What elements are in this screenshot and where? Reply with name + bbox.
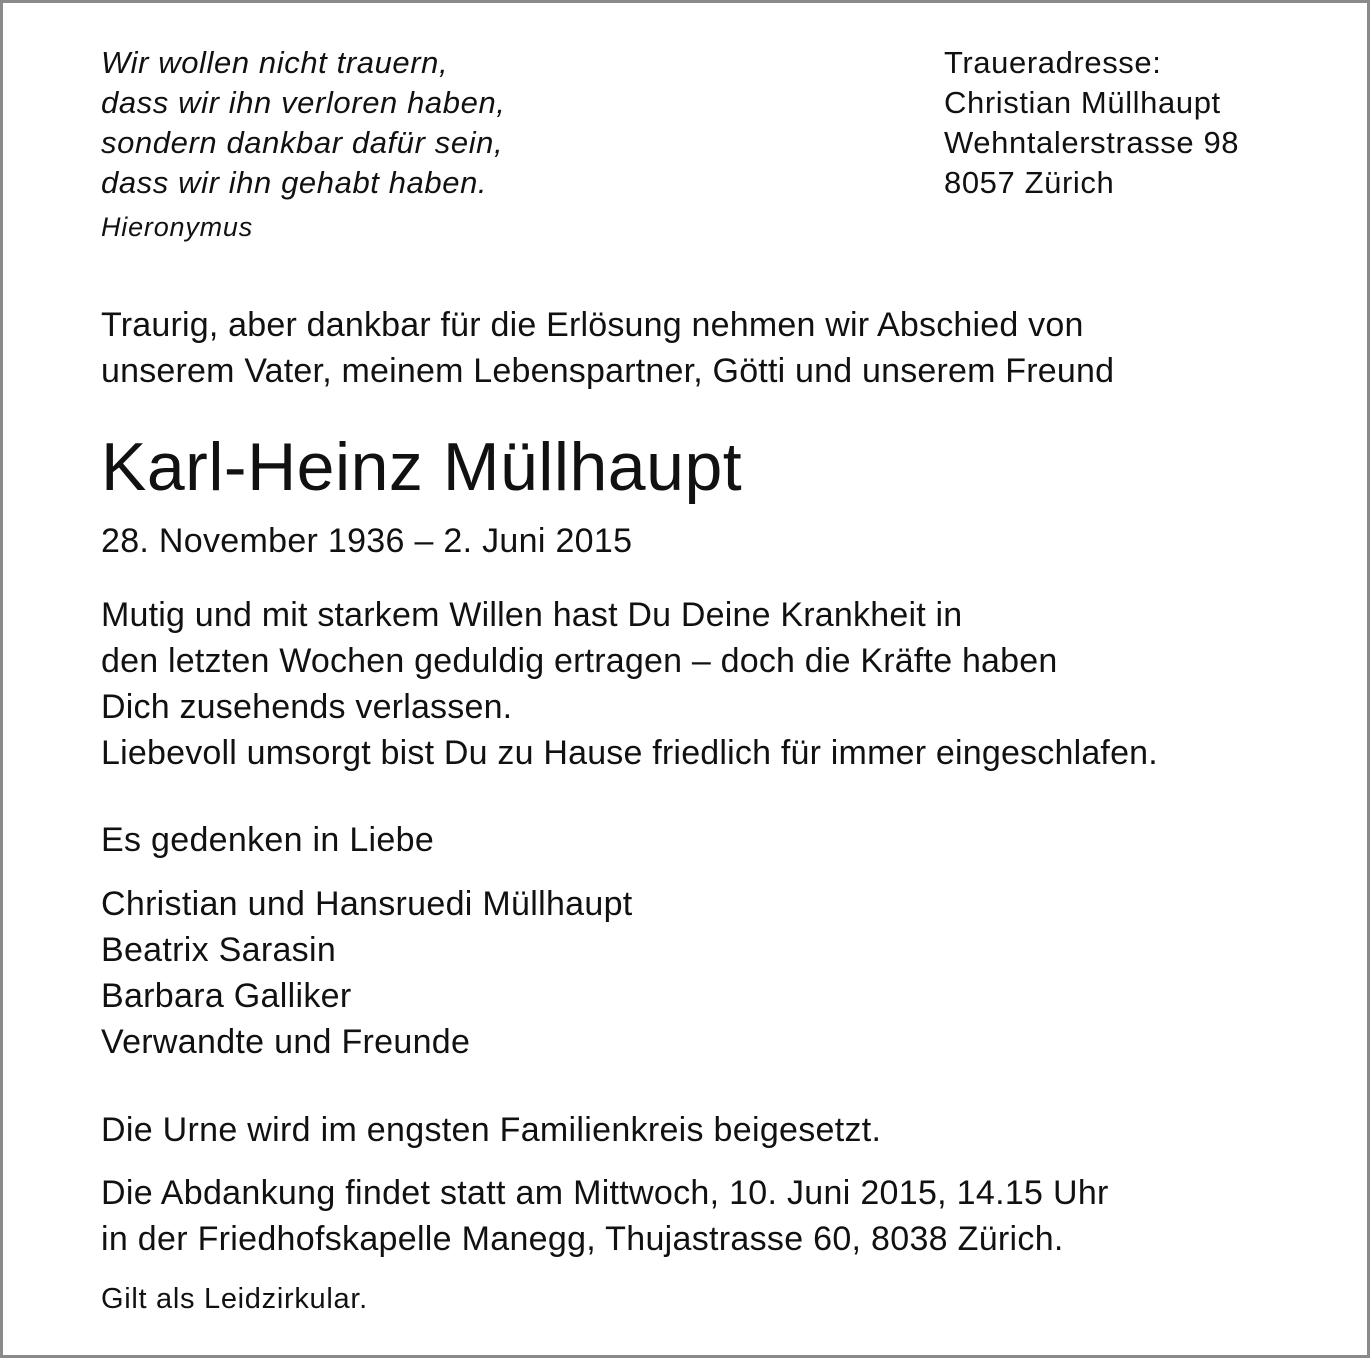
- address-city: 8057 Zürich: [944, 165, 1115, 200]
- mourner-name: Barbara Galliker: [101, 977, 352, 1015]
- address-heading: Traueradresse:: [944, 45, 1162, 80]
- address-street: Wehntalerstrasse 98: [944, 125, 1240, 160]
- life-dates: 28. November 1936 – 2. Juni 2015: [101, 522, 633, 560]
- urn-notice: Die Urne wird im engsten Familienkreis beigesetzt.: [101, 1111, 882, 1149]
- intro-line: unserem Vater, meinem Lebenspartner, Götti und unserem Freund: [101, 352, 1115, 390]
- quote-line: dass wir ihn verloren haben,: [101, 85, 506, 120]
- mourners-list: [101, 881, 633, 1065]
- memorial-message: [101, 592, 1158, 776]
- quote-line: Wir wollen nicht trauern,: [101, 45, 449, 80]
- service-line: in der Friedhofskapelle Manegg, Thujastrasse 60, 8038 Zürich.: [101, 1220, 1064, 1258]
- message-line: den letzten Wochen geduldig ertragen – doch die Kräfte haben: [101, 642, 1058, 680]
- message-line: Liebevoll umsorgt bist Du zu Hause friedlich für immer eingeschlafen.: [101, 734, 1158, 772]
- circular-note: Gilt als Leidzirkular.: [101, 1283, 368, 1315]
- quote-block: [101, 43, 506, 203]
- mourners-heading: Es gedenken in Liebe: [101, 821, 435, 859]
- quote-line: sondern dankbar dafür sein,: [101, 125, 504, 160]
- mourner-name: Beatrix Sarasin: [101, 931, 337, 969]
- funeral-service-info: [101, 1170, 1109, 1262]
- quote-author: Hieronymus: [101, 212, 254, 242]
- mourner-name: Verwandte und Freunde: [101, 1023, 471, 1061]
- message-line: Mutig und mit starkem Willen hast Du Deine Krankheit in: [101, 596, 963, 634]
- quote-line: dass wir ihn gehabt haben.: [101, 165, 488, 200]
- message-line: Dich zusehends verlassen.: [101, 688, 513, 726]
- address-name: Christian Müllhaupt: [944, 85, 1221, 120]
- service-line: Die Abdankung findet statt am Mittwoch, 10. Juni 2015, 14.15 Uhr: [101, 1174, 1109, 1212]
- mourning-address: [944, 43, 1239, 203]
- intro-text: [101, 302, 1114, 394]
- intro-line: Traurig, aber dankbar für die Erlösung nehmen wir Abschied von: [101, 306, 1084, 344]
- mourner-name: Christian und Hansruedi Müllhaupt: [101, 885, 633, 923]
- deceased-name: Karl-Heinz Müllhaupt: [101, 429, 743, 505]
